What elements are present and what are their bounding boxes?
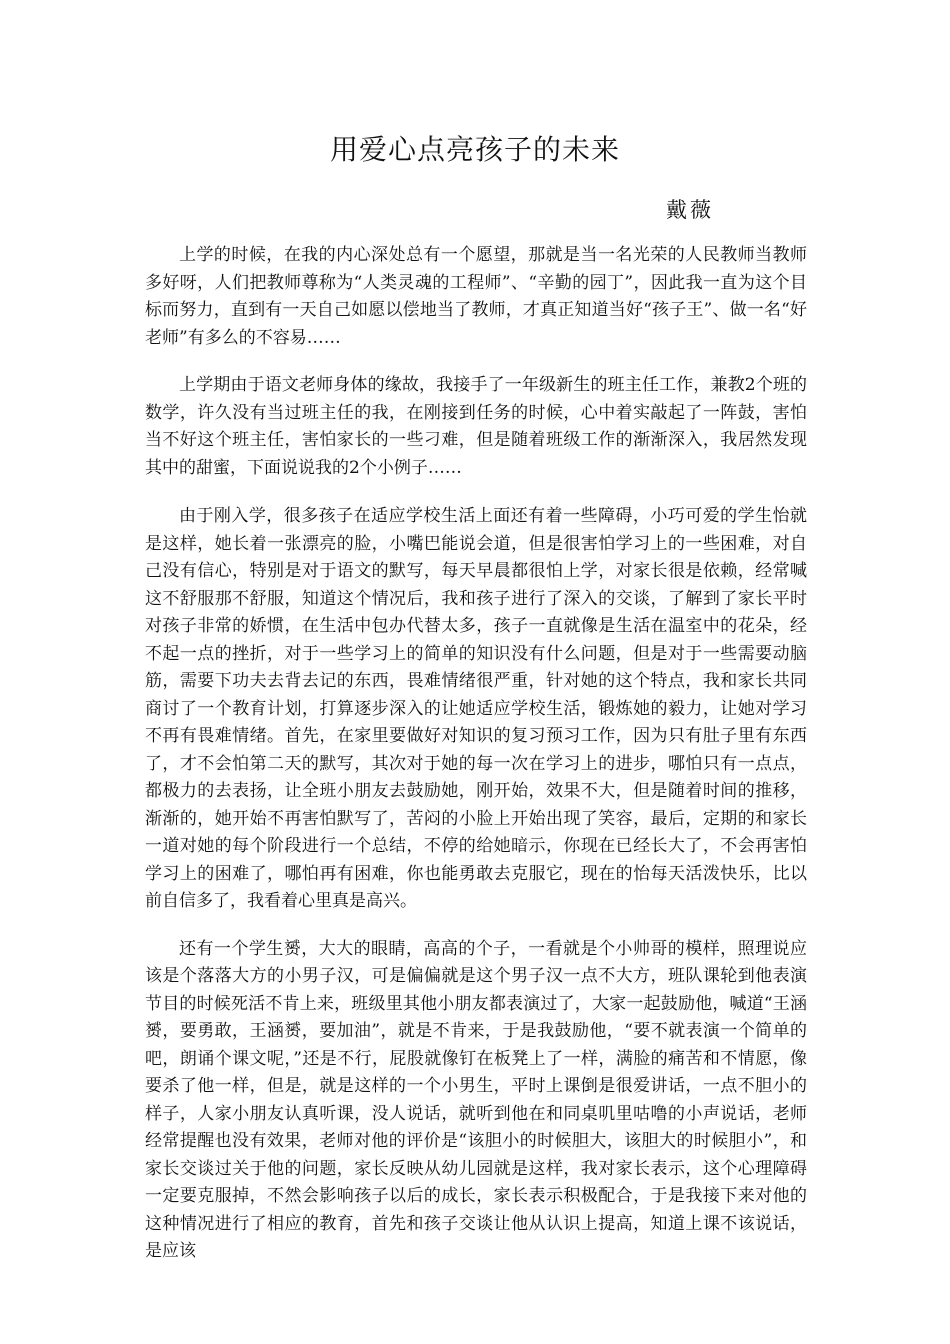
author-name: 戴薇: [666, 198, 714, 222]
paragraph: 还有一个学生赟，大大的眼睛，高高的个子，一看就是个小帅哥的模样，照理说应该是个落落大方的小男子汉，可是偏偏就是这个男子汉一点不大方，班队课轮到他表演节目的时候死活不肯上来，班级里其他小朋友都表演过了，大家一起鼓励他，喊道“王涵赟，要勇敢，王涵赟，要加油”，就是不肯来，于是我鼓励他，“要不就表演一个简单的吧，朗诵个课文呢，”还是不行，屁股就像钉在板凳上了一样，满脸的痛苦和不情愿，像要杀了他一样，但是，就是这样的一个小男生，平时上课倒是很爱讲话，一点不胆小的样子，人家小朋友认真听课，没人说话，就听到他在和同桌叽里咕噜的小声说话，老师经常提醒也没有效果，老师对他的评价是“该胆小的时候胆大，该胆大的时候胆小”，和家长交谈过关于他的问题，家长反映从幼儿园就是这样，我对家长表示，这个心理障碍一定要克服掉，不然会影响孩子以后的成长，家长表示积极配合，于是我接下来对他的这种情况进行了相应的教育，首先和孩子交谈让他从认识上提高，知道上课不该说话，是应该: [145, 938, 807, 1261]
paragraph: 由于刚入学，很多孩子在适应学校生活上面还有着一些障碍，小巧可爱的学生怡就是这样，她长着一张漂亮的脸，小嘴巴能说会道，但是很害怕学习上的一些困难，对自己没有信心，特别是对于语文的默写，每天早晨都很怕上学，对家长很是依赖，经常喊这不舒服那不舒服，知道这个情况后，我和孩子进行了深入的交谈，了解到了家长平时对孩子非常的娇惯，在生活中包办代替太多，孩子一直就像是生活在温室中的花朵，经不起一点的挫折，对于一些学习上的简单的知识没有什么问题，但是对于一些需要动脑筋，需要下功夫去背去记的东西，畏难情绪很严重，针对她的这个特点，我和家长共同商讨了一个教育计划，打算逐步深入的让她适应学校生活，锻炼她的毅力，让她对学习不再有畏难情绪。首先，在家里要做好对知识的复习预习工作，因为只有肚子里有东西了，才不会怕第二天的默写，其次对于她的每一次在学习上的进步，哪怕只有一点点，都极力的去表扬，让全班小朋友去鼓励她，刚开始，效果不大，但是随着时间的推移，渐渐的，她开始不再害怕默写了，苦闷的小脸上开始出现了笑容，最后，定期的和家长一道对她的每个阶段进行一个总结，不停的给她暗示，你现在已经长大了，不会再害怕学习上的困难了，哪怕再有困难，你也能勇敢去克服它，现在的怡每天活泼快乐，比以前自信多了，我看着心里真是高兴。: [145, 506, 807, 911]
document-body: [145, 242, 807, 1286]
paragraph: 上学的时候，在我的内心深处总有一个愿望，那就是当一名光荣的人民教师当教师多好呀，人们把教师尊称为“人类灵魂的工程师”、“辛勤的园丁”，因此我一直为这个目标而努力，直到有一天自己如愿以偿地当了教师，才真正知道当好“孩子王”、做一名“好老师”有多么的不容易……: [145, 245, 807, 348]
paragraph: 上学期由于语文老师身体的缘故，我接手了一年级新生的班主任工作，兼教2个班的数学，许久没有当过班主任的我，在刚接到任务的时候，心中着实敲起了一阵鼓，害怕当不好这个班主任，害怕家长的一些刁难，但是随着班级工作的渐渐深入，我居然发现其中的甜蜜，下面说说我的2个小例子……: [145, 375, 807, 478]
document-title: 用爱心点亮孩子的未来: [329, 133, 620, 166]
